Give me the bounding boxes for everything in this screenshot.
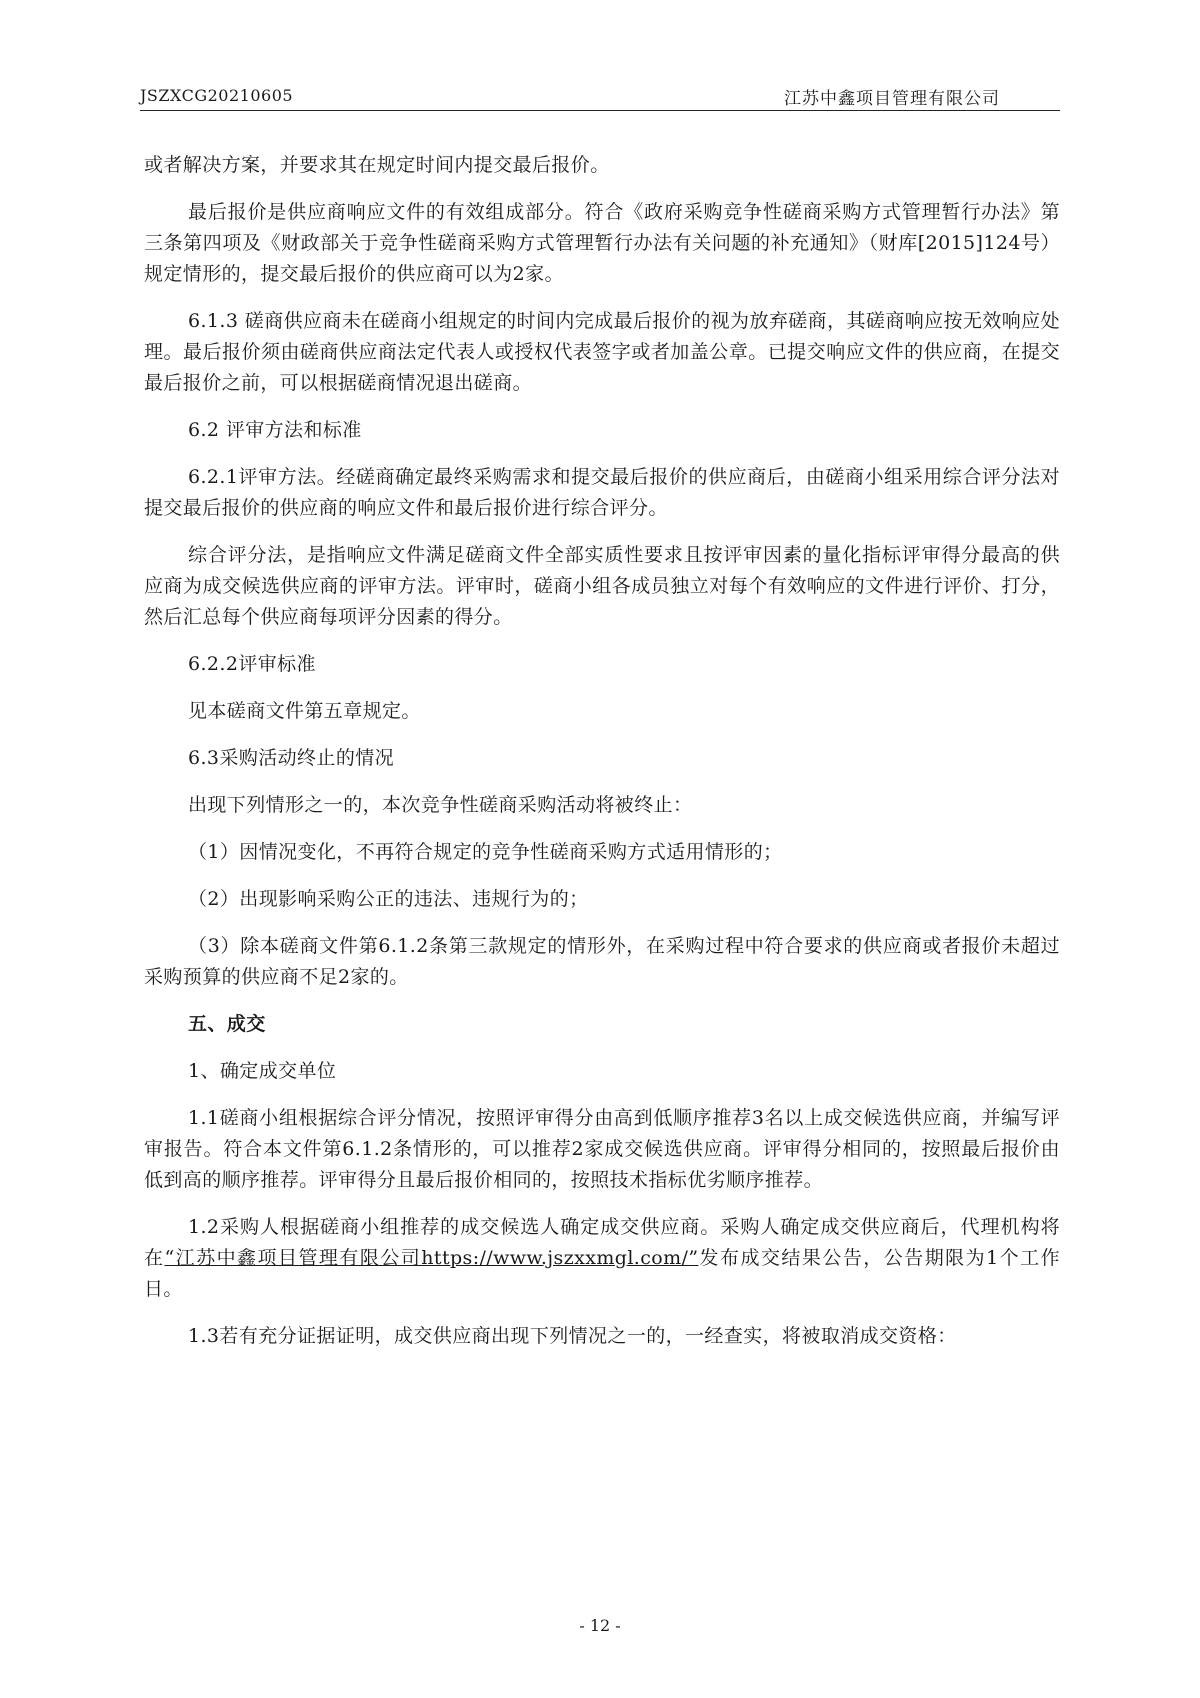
paragraph: 最后报价是供应商响应文件的有效组成部分。符合《政府采购竞争性磋商采购方式管理暂行办法》第三条第四项及《财政部关于竞争性磋商采购方式管理暂行办法有关问题的补充通知》（财库[2015]124号）规定情形的，提交最后报价的供应商可以为2家。: [144, 201, 1060, 285]
website-link[interactable]: “江苏中鑫项目管理有限公司https://www.jszxxmgl.com/”: [164, 1247, 699, 1269]
list-item: （1）因情况变化，不再符合规定的竞争性磋商采购方式适用情形的；: [188, 841, 783, 863]
section-heading: 6.2 评审方法和标准: [188, 419, 362, 441]
page-number: - 12 -: [579, 1616, 621, 1635]
paragraph-with-link: [144, 1212, 1060, 1305]
list-item: （2）出现影响采购公正的违法、违规行为的；: [188, 888, 589, 910]
list-item: （3）除本磋商文件第6.1.2条第三款规定的情形外，在采购过程中符合要求的供应商或者报价未超过采购预算的供应商不足2家的。: [144, 935, 1060, 988]
paragraph-text: 发布成交结果公告，公告期限为1个工作日。: [144, 1247, 1060, 1300]
document-code: JSZXCG20210605: [140, 86, 294, 105]
paragraph: 6.1.3 磋商供应商未在磋商小组规定的时间内完成最后报价的视为放弃磋商，其磋商响应按无效响应处理。最后报价须由磋商供应商法定代表人或授权代表签字或者加盖公章。已提交响应文件的供应商，在提交最后报价之前，可以根据磋商情况退出磋商。: [144, 310, 1060, 394]
paragraph: 或者解决方案，并要求其在规定时间内提交最后报价。: [144, 154, 610, 176]
paragraph: 6.2.1评审方法。经磋商确定最终采购需求和提交最后报价的供应商后，由磋商小组采用综合评分法对提交最后报价的供应商的响应文件和最后报价进行综合评分。: [144, 466, 1060, 519]
company-name: 江苏中鑫项目管理有限公司: [784, 89, 1000, 109]
paragraph: 1.1磋商小组根据综合评分情况，按照评审得分由高到低顺序推荐3名以上成交候选供应商，并编写评审报告。符合本文件第6.1.2条情形的，可以推荐2家成交候选供应商。评审得分相同的，按照最后报价由低到高的顺序推荐。评审得分且最后报价相同的，按照技术指标优劣顺序推荐。: [144, 1107, 1060, 1191]
chapter-heading: 五、成交: [188, 1013, 266, 1035]
paragraph: 综合评分法，是指响应文件满足磋商文件全部实质性要求且按评审因素的量化指标评审得分最高的供应商为成交候选供应商的评审方法。评审时，磋商小组各成员独立对每个有效响应的文件进行评价、打分，然后汇总每个供应商每项评分因素的得分。: [144, 544, 1060, 628]
paragraph: 出现下列情形之一的，本次竞争性磋商采购活动将被终止：: [188, 794, 693, 816]
section-heading: 6.2.2评审标准: [188, 653, 316, 675]
page-header: [140, 80, 1060, 111]
document-body: [144, 150, 1060, 1368]
paragraph-text: 1.2采购人根据磋商小组推荐的成交候选人确定成交供应商。采购人确定成交供应商后，代理机构将在: [144, 1216, 1060, 1269]
section-heading: 1、确定成交单位: [188, 1060, 337, 1082]
section-heading: 6.3采购活动终止的情况: [188, 747, 395, 769]
paragraph: 1.3若有充分证据证明，成交供应商出现下列情况之一的，一经查实，将被取消成交资格：: [188, 1325, 957, 1347]
paragraph: 见本磋商文件第五章规定。: [188, 700, 421, 722]
